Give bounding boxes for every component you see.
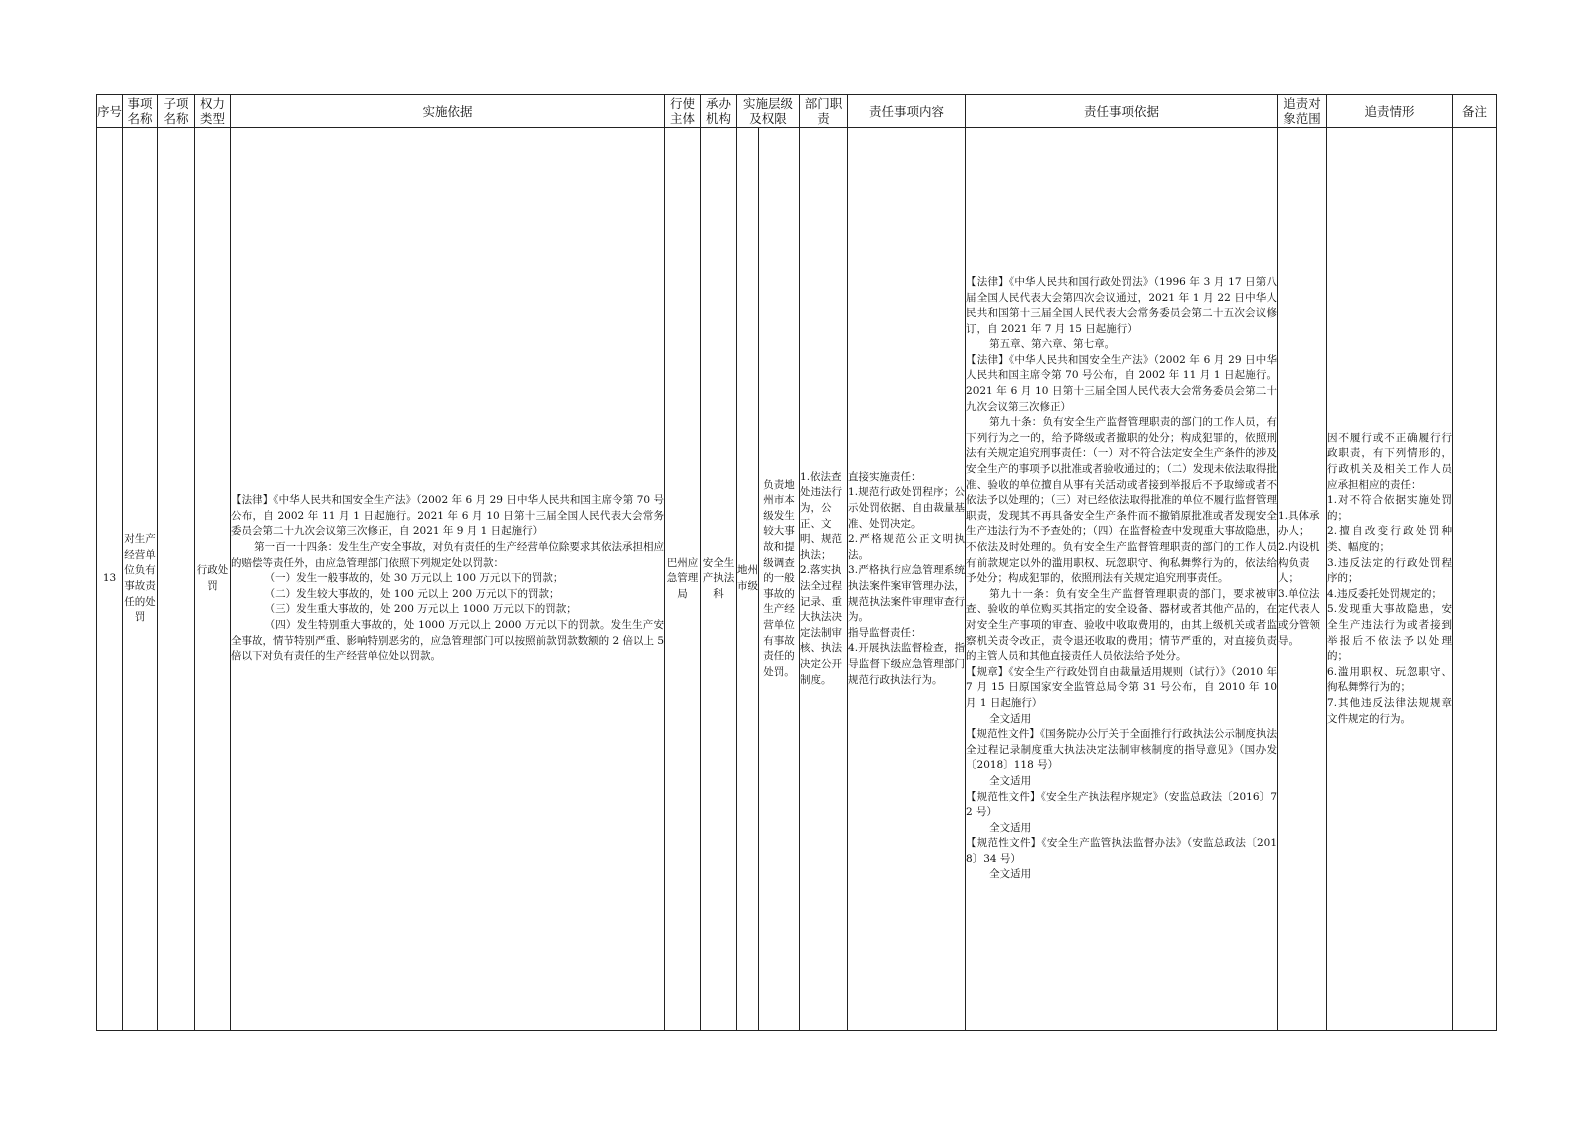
cell-subject: 巴州应急管理局 xyxy=(665,128,701,1031)
paragraph: 4.开展执法监督检查，指导监督下级应急管理部门规范行政执法行为。 xyxy=(848,642,966,686)
paragraph: 【法律】《中华人民共和国行政处罚法》（1996 年 3 月 17 日第八届全国人民代表大会第四次会议通过，2021 年 1 月 22 日中华人民共和国第十三届全国人民代表大会常务委员会第二十五次会议修订，自 2021 年 7 月 15 日起施行） xyxy=(966,275,1278,335)
header-basis: 实施依据 xyxy=(231,95,665,128)
paragraph: 2.严格规范公正文明执法。 xyxy=(848,533,966,561)
paragraph: 全文适用 xyxy=(989,774,1032,787)
paragraph: 【规范性文件】《安全生产监管执法监督办法》（安监总政法〔2018〕34 号） xyxy=(966,837,1278,865)
paragraph: 【规范性文件】《安全生产执法程序规定》（安监总政法〔2016〕72 号） xyxy=(966,790,1278,819)
paragraph: （二）发生较大事故的，处 100 元以上 200 万元以下的罚款； xyxy=(264,587,560,600)
header-agency: 承办机构 xyxy=(701,95,737,128)
cell-item-name: 对生产经营单位负有事故责任的处罚 xyxy=(123,128,158,1031)
paragraph: 【规章】《安全生产行政处罚自由裁量适用规则（试行）》（2010 年 7 月 15 日原国家安全监管总局令第 31 号公布，自 2010 年 10 月 1 日起施行） xyxy=(966,665,1278,709)
paragraph: 【法律】《中华人民共和国安全生产法》（2002 年 6 月 29 日中华人民共和国主席令第 70 号公布，自 2002 年 11 月 1 日起施行。2021 年 6 月 10 日第十三届全国人民代表大会常务委员会第二十九次会议第三次修正） xyxy=(966,353,1278,413)
cell-resp-content xyxy=(848,128,966,1031)
paragraph: 【规范性文件】《国务院办公厅关于全面推行行政执法公示制度执法全过程记录制度重大执法决定法制审核制度的指导意见》（国办发〔2018〕118 号） xyxy=(966,728,1278,772)
header-resp-basis: 责任事项依据 xyxy=(966,95,1278,128)
resp-content-paragraphs xyxy=(848,470,965,688)
header-note: 备注 xyxy=(1453,95,1497,128)
header-sub-item: 子项名称 xyxy=(158,95,195,128)
header-item-name: 事项名称 xyxy=(123,95,158,128)
paragraph: 直接实施责任： xyxy=(848,470,922,483)
paragraph: 全文适用 xyxy=(989,821,1032,834)
cell-seq: 13 xyxy=(97,128,123,1031)
header-level: 实施层级及权限 xyxy=(737,95,800,128)
paragraph: 1.规范行政处罚程序；公示处罚依据、自由裁量基准、处罚决定。 xyxy=(848,486,966,530)
cell-level-a: 地州市级 xyxy=(737,128,759,1031)
paragraph: 第一百一十四条：发生生产安全事故，对负有责任的生产经营单位除要求其依法承担相应的赔偿等责任外，由应急管理部门依照下列规定处以罚款： xyxy=(231,541,664,569)
header-subject: 行使主体 xyxy=(665,95,701,128)
paragraph: （一）发生一般事故的，处 30 万元以上 100 万元以下的罚款； xyxy=(264,572,564,585)
paragraph: 第五章、第六章、第七章。 xyxy=(989,338,1116,351)
paragraph: 第九十条：负有安全生产监督管理职责的部门的工作人员，有下列行为之一的，给予降级或者撤职的处分；构成犯罪的，依照刑法有关规定追究刑事责任：（一）对不符合法定安全生产条件的涉及安全生产的事项予以批准或者验收通过的；（二）发现未依法取得批准、验收的单位擅自从事有关活动或者接到举报后不予取缔或者不依法予以处理的；（三）对已经依法取得批准的单位不履行监督管理职责，发现其不再具备安全生产条件而不撤销原批准或者发现安全生产违法行为不予查处的；（四）在监督检查中发现重大事故隐患，不依法及时处理的。负有安全生产监督管理职责的部门的工作人员有前款规定以外的滥用职权、玩忽职守、徇私舞弊行为的，依法给予处分；构成犯罪的，依照刑法有关规定追究刑事责任。 xyxy=(966,416,1278,585)
paragraph: 指导监督责任： xyxy=(848,626,922,639)
paragraph: 【法律】《中华人民共和国安全生产法》（2002 年 6 月 29 日中华人民共和国主席令第 70 号公布，自 2002 年 11 月 1 日起施行。2021 年 6 月 10 日第十三届全国人民代表大会常务委员会第二十九次会议第三次修正，自 2021 年 9 月 1 日起施行） xyxy=(231,494,664,538)
header-situation: 追责情形 xyxy=(1327,95,1453,128)
paragraph: 4.违反委托处罚规定的； xyxy=(1327,587,1443,600)
cell-level-b: 负责地州市本级发生较大事故和提级调查的一般事故的生产经营单位有事故责任的处罚。 xyxy=(759,128,800,1031)
paragraph: 3.违反法定的行政处罚程序的； xyxy=(1327,556,1453,585)
paragraph: 7.其他违反法律法规规章文件规定的行为。 xyxy=(1327,696,1453,725)
cell-agency: 安全生产执法科 xyxy=(701,128,737,1031)
paragraph: （三）发生重大事故的，处 200 万元以上 1000 万元以下的罚款； xyxy=(264,603,577,616)
header-row xyxy=(97,95,1497,128)
cell-basis xyxy=(231,128,665,1031)
resp-basis-paragraphs xyxy=(966,275,1277,883)
paragraph: 全文适用 xyxy=(989,868,1032,881)
paragraph: 2.擅自改变行政处罚种类、幅度的； xyxy=(1327,525,1453,554)
table-row xyxy=(97,128,1497,1031)
header-resp-content: 责任事项内容 xyxy=(848,95,966,128)
header-power-type: 权力类型 xyxy=(195,95,231,128)
cell-situation xyxy=(1327,128,1453,1031)
cell-duty: 1.依法查处违法行为，公正、文明、规范执法； 2.落实执法全过程记录、重大执法决定法制审核、执法决定公开制度。 xyxy=(800,128,848,1031)
power-list-table xyxy=(96,94,1497,1031)
header-scope: 追责对象范围 xyxy=(1278,95,1327,128)
paragraph: 6.滥用职权、玩忽职守、徇私舞弊行为的； xyxy=(1327,665,1453,694)
cell-scope: 1.具体承办人； 2.内设机构负责人； 3.单位法定代表人或分管领导。 xyxy=(1278,128,1327,1031)
paragraph: 5.发现重大事故隐患，安全生产违法行为或者接到举报后不依法予以处理的； xyxy=(1327,603,1453,663)
situation-paragraphs xyxy=(1327,431,1452,727)
paragraph: 3.严格执行应急管理系统执法案件案审管理办法，规范执法案件审理审查行为。 xyxy=(848,564,966,624)
cell-power-type: 行政处罚 xyxy=(195,128,231,1031)
header-seq: 序号 xyxy=(97,95,123,128)
basis-paragraphs xyxy=(231,493,664,665)
header-duty: 部门职责 xyxy=(800,95,848,128)
cell-resp-basis xyxy=(966,128,1278,1031)
paragraph: 因不履行或不正确履行行政职责，有下列情形的，行政机关及相关工作人员应承担相应的责任： xyxy=(1327,431,1453,491)
cell-note xyxy=(1453,128,1497,1031)
paragraph: （四）发生特别重大事故的，处 1000 万元以上 2000 万元以下的罚款。发生生产安全事故，情节特别严重、影响特别恶劣的，应急管理部门可以按照前款罚款数额的 2 倍以上 5 倍以下对负有责任的生产经营单位处以罚款。 xyxy=(231,618,664,663)
paragraph: 第九十一条：负有安全生产监督管理职责的部门，要求被审查、验收的单位购买其指定的安全设备、器材或者其他产品的，在对安全生产事项的审查、验收中收取费用的，由其上级机关或者监察机关责令改正，责令退还收取的费用；情节严重的，对直接负责的主管人员和其他直接责任人员依法给予处分。 xyxy=(966,587,1278,663)
paragraph: 1.对不符合依据实施处罚的； xyxy=(1327,494,1453,522)
paragraph: 全文适用 xyxy=(989,712,1032,725)
cell-sub-item xyxy=(158,128,195,1031)
